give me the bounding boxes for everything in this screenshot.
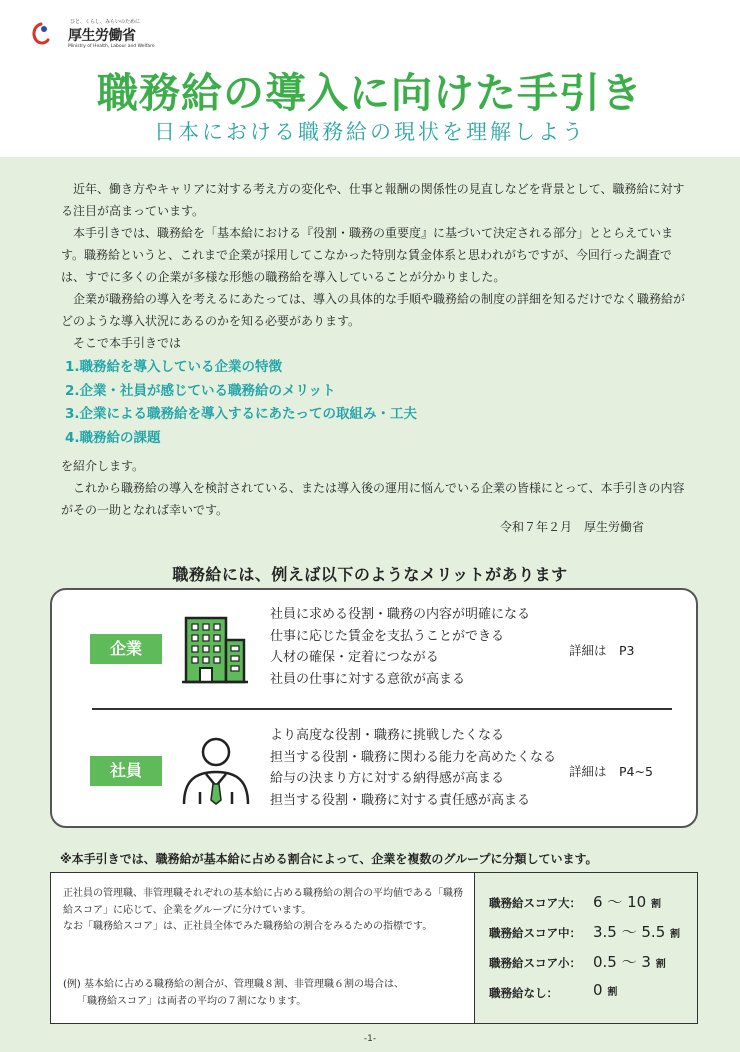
employee-merit-item: 給与の決まり方に対する納得感が高まる <box>270 771 505 786</box>
score-box <box>50 872 698 1024</box>
signoff: 令和７年２月 厚生労働省 <box>500 520 645 534</box>
ministry-logo <box>30 18 155 50</box>
employee-merit-list <box>270 725 556 811</box>
merits-heading: 職務給には、例えば以下のようなメリットがあります <box>172 565 568 584</box>
company-detail-reference: 詳細は P3 <box>569 643 635 658</box>
feature-item: 1.職務給を導入している企業の特徴 <box>65 359 283 375</box>
score-description <box>63 886 463 936</box>
logo-tagline: ひと、くらし、みらいのために <box>70 19 141 25</box>
score-value: 0 割 <box>593 981 618 999</box>
score-example-line: (例) 基本給に占める職務給の割合が、管理職８割、非管理職６割の場合は、 <box>63 979 404 990</box>
company-merit-list <box>270 604 530 690</box>
person-icon <box>180 734 252 806</box>
score-label: 職務給なし： <box>489 986 558 1000</box>
score-explanation-panel <box>51 873 475 1023</box>
score-label: 職務給スコア中： <box>489 926 581 940</box>
intro-paragraph: 企業が職務給の導入を考えるにあたっては、導入の具体的な手順や職務給の制度の詳細を知るだけでなく職務給がどのような導入状況にあるのかを知る必要があります。 <box>61 292 686 328</box>
logo-name: 厚生労働省 <box>68 28 136 44</box>
logo-english: Ministry of Health, Labour and Welfare <box>68 44 155 49</box>
company-merit-item: 人材の確保・定着につながる <box>270 650 439 665</box>
score-label: 職務給スコア大： <box>489 896 581 910</box>
score-value: 0.5 〜 3 割 <box>593 953 666 971</box>
employee-merit-item: 担当する役割・職務に関わる能力を高めたくなる <box>270 749 557 765</box>
employee-detail-reference: 詳細は P4~5 <box>569 764 653 779</box>
intro-text <box>61 178 686 354</box>
intro-paragraph: 本手引きでは、職務給を「基本給における『役割・職務の重要度』に基づいて決定される部分」ととらえています。職務給というと、これまで企業が採用してこなかった特別な賃金体系と思われがちですが、今回行った調査では、すでに多くの企業が多様な形態の職務給を導入していることが分かりました。 <box>61 226 674 284</box>
page-number: -1- <box>363 1034 377 1044</box>
score-value: 3.5 〜 5.5 割 <box>593 923 681 941</box>
outro-paragraph: これから職務給の導入を検討されている、または導入後の運用に悩んでいる企業の皆様にとって、本手引きの内容がその一助となれば幸いです。 <box>61 481 685 517</box>
company-merit-item: 仕事に応じた賃金を支払うことができる <box>270 628 505 644</box>
classification-note: ※本手引きでは、職務給が基本給に占める割合によって、企業を複数のグループに分類しています。 <box>60 852 598 866</box>
page-title: 職務給の導入に向けた手引き <box>97 69 643 117</box>
outro-text <box>61 455 686 521</box>
intro-paragraph: 近年、働き方やキャリアに対する考え方の変化や、仕事と報酬の関係性の見直しなどを背景として、職務給に対する注目が高まっています。 <box>61 182 685 218</box>
ministry-logo-icon <box>30 22 52 46</box>
feature-item: 4.職務給の課題 <box>65 429 161 446</box>
outro-paragraph: を紹介します。 <box>61 459 145 473</box>
company-merit-item: 社員に求める役割・職務の内容が明確になる <box>270 607 531 622</box>
employee-badge: 社員 <box>90 756 162 786</box>
employee-merit-item: 担当する役割・職務に対する責任感が高まる <box>270 792 531 808</box>
score-description-paragraph: なお「職務給スコア」は、正社員全体でみた職務給の割合をみるための指標です。 <box>63 921 433 932</box>
page-subtitle: 日本における職務給の現状を理解しよう <box>154 120 586 144</box>
intro-paragraph: そこで本手引きでは <box>73 336 182 350</box>
merits-box <box>50 588 698 828</box>
merits-divider <box>92 708 672 710</box>
score-example <box>63 977 463 1010</box>
company-badge: 企業 <box>90 634 162 664</box>
score-value: 6 〜 10 割 <box>593 893 661 911</box>
company-merit-item: 社員の仕事に対する意欲が高まる <box>270 671 466 687</box>
employee-merit-item: より高度な役割・職務に挑戦したくなる <box>270 728 505 743</box>
feature-item: 3.企業による職務給を導入するにあたっての取組み・工夫 <box>65 406 418 422</box>
score-description-paragraph: 正社員の管理職、非管理職それぞれの基本給に占める職務給の割合の平均値である「職務給スコア」に応じて、企業をグループに分けています。 <box>63 888 463 916</box>
score-example-line: 「職務給スコア」は両者の平均の７割になります。 <box>77 995 307 1007</box>
score-label: 職務給スコア小： <box>489 956 581 970</box>
feature-item: 2.企業・社員が感じている職務給のメリット <box>65 382 336 399</box>
feature-list <box>65 356 417 450</box>
building-icon <box>180 614 250 686</box>
